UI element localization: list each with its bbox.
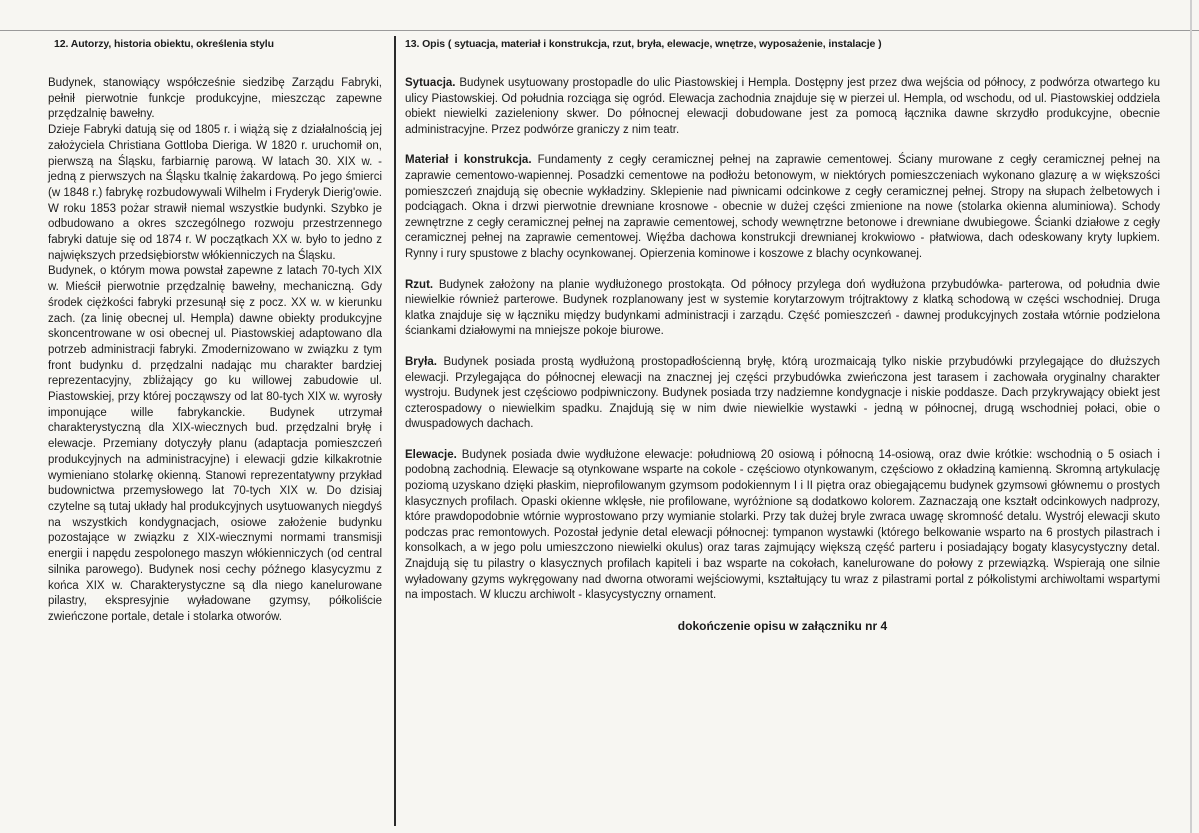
description-section-bryla bbox=[405, 355, 1160, 433]
history-paragraph: Budynek, stanowiący współcześnie siedzibę Zarządu Fabryki, pełnił pierwotnie funkcje produkcyjne, mieszcząc zapewne przędzalnię bawełny. bbox=[48, 77, 382, 121]
section-term: Sytuacja. bbox=[405, 77, 456, 89]
description-section-material bbox=[405, 153, 1160, 262]
section-term: Elewacje. bbox=[405, 448, 457, 461]
description-section-rzut bbox=[405, 278, 1160, 340]
section-text: Budynek posiada prostą wydłużoną prostopadłościenną bryłę, którą urozmaicają tylko niskie przybudówki przylegające do dłuższych elewacji. Przylegająca do północnej elewacji na znacznej jej części przybudówka zwieńczona jest tarasem i zachowała oryginalny charakter wystroju. Budynek jest częściowo podpiwniczony. Budynek posiada trzy nadziemne kondygnacje i niskie poddasze. Dach przykrywający obiekt jest czterospadowy o niewielkim spadku. Znajdują się w nim dwie niewielkie wystawki - jedną w północnej, drugą wschodniej połaci, obie o dwuspadowych dachach. bbox=[405, 355, 1160, 431]
description-section-elewacje bbox=[405, 448, 1160, 604]
section-12-header: 12. Autorzy, historia obiektu, określenia stylu bbox=[54, 38, 274, 50]
top-edge-line bbox=[0, 30, 1199, 31]
section-text: Budynek założony na planie wydłużonego prostokąta. Od północy przylega doń wydłużona przybudówka- parterowa, od południa dwie niewielkie również parterowe. Budynek rozplanowany jest w systemie korytarzowym trójtraktowy z klatką schodową w części wschodniej. Druga klatka znajduje się w łączniku między budynkami administracji i zarządu. Część pomieszczeń - dawnej produkcyjnych została wtórnie podzielona ściankami działowymi na mniejsze pokoje biurowe. bbox=[405, 278, 1160, 338]
section-13-header: 13. Opis ( sytuacja, materiał i konstrukcja, rzut, bryła, elewacje, wnętrze, wyposażenie, instalacje ) bbox=[405, 38, 882, 50]
column-divider bbox=[394, 36, 396, 826]
left-column bbox=[48, 38, 382, 626]
section-term: Rzut. bbox=[405, 278, 434, 291]
right-column bbox=[405, 38, 1160, 633]
section-text: Budynek usytuowany prostopadle do ulic Piastowskiej i Hempla. Dostępny jest przez dwa wejścia od północy, z podwórza otwartego ku ulicy Piastowskiej. Od południa rozciąga się ogród. Elewacja zachodnia znajduje się w pierzei ul. Hempla, od wschodu, od ul. Piastowskiej oddziela obiekt niewielki zazieleniony skwer. Do północnej elewacji dobudowane jest za pomocą łącznika dawne skrzydło produkcyjne, obecnie administracyjne. Przez podwórze graniczy z nim teatr. bbox=[405, 77, 1160, 136]
section-term: Bryła. bbox=[405, 355, 437, 368]
right-edge-line bbox=[1190, 0, 1192, 833]
section-text: Budynek posiada dwie wydłużone elewacje: południową 20 osiową i północną 14-osiową, oraz dwie krótkie: wschodnią o 5 osiach i podobną zachodnią. Elewacje są otynkowane wsparte na cokole - częściowo otynkowanym, częściowo z okładziną kamienną. Skromną artykulację poziomą uzyskano dzięki płaskim, nieprofilowanym gzymsom podokiennym I i II piętra oraz obiegającemu budynek gzymsowi głównemu o prostych klasycznych profilach. Opaski okienne wklęsłe, nie profilowane, wyróżnione są dodatkowo kolorem. Zaznaczają one kształt odcinkowych nadprozy, które prawdopodobnie wtórnie wyprostowano przy wymianie stolarki. Przy tak dużej bryle zwraca uwagę skromność detalu. Wystrój elewacji skuto podczas prac remontowych. Pozostał jedynie detal elewacji północnej: tympanon wystawki (którego belkowanie wsparto na 6 prostych pilastrach i konsolkach, a w jego polu umieszczono niewielki okulus) oraz taras zajmujący większą część parteru i posiadający bogaty klasycystyczny detal. Znajdują się tu pilastry o klasycznych profilach kapiteli i baz wsparte na cokołach, kanelurowane do połowy z przewiązką. Wspierają one silnie wyładowany gzyms wykręgowany nad dworna otworami wejściowymi, kształtujący tu wraz z pilastrami portal z półkolistymi archiwoltami wspartymi na impostach. W kluczu archiwolt - klasycystyczny ornament. bbox=[405, 448, 1160, 602]
section-term: Materiał i konstrukcja. bbox=[405, 154, 532, 167]
description-section-sytuacja bbox=[405, 76, 1160, 138]
history-paragraph: Dzieje Fabryki datują się od 1805 r. i wiążą się z działalnością jej założyciela Christiana Gottloba Dieriga. W 1820 r. uruchomił on, pierwszą na Śląsku, farbiarnię parową. W latach 30. XIX w. - jedną z pierwszych na Śląsku tkalnię żakardową. Po jego śmierci (w 1848 r.) fabrykę rozbudowywali Wilhelm i Fryderyk Dierig'owie. W roku 1853 pożar strawił niemal wszystkie budynki. Szybko je odbudowano a okres szczególnego rozwoju przestrzennego fabryki datuje się od 1874 r. W początkach XX w. było to jedno z największych przedsiębiorstw włókienniczych na Śląsku. bbox=[48, 124, 382, 262]
continuation-note: dokończenie opisu w załączniku nr 4 bbox=[677, 618, 888, 633]
history-paragraph: Budynek, o którym mowa powstał zapewne z latach 70-tych XIX w. Mieścił pierwotnie przędzalnię bawełny, mechaniczną. Gdy środek ciężkości fabryki przesunął się z pocz. XX w. w kierunku zach. (za linię obecnej ul. Hempla) dawne obiekty produkcyjne skoncentrowane w osi obecnej ul. Piastowskiej adaptowano dla potrzeb administracji fabryki. Zmodernizowano w związku z tym front budynku d. przędzalni nadając mu charakter bardziej reprezentacyjny, zbliżający go ku willowej zabudowie ul. Piastowskiej, przy której począwszy od lat 80-tych XIX w. wyrosły imponujące wille fabrykanckie. Budynek utrzymał charakterystyczną dla XIX-wiecznych bud. przędzalni bryłę i elewacje. Przemiany dotyczyły planu (adaptacja pomieszczeń produkcyjnych na administracyjne) i elewacji gdzie kilkakrotnie wymieniano stolarkę okienną. Stanowi reprezentatywny przykład budownictwa przemysłowego lat 70-tych XIX w. Do dzisiaj czytelne są tutaj układy hal produkcyjnych usytuowanych niegdyś na wszystkich kondygnacjach, osiowe założenie budynku pozostające w związku z XIX-wiecznymi normami transmisji energii i napędu zespolonego maszyn włókienniczych (od central silnika parowego). Budynek nosi cechy późnego klasycyzmu z końca XIX w. Charakterystyczne są dla niego kanelurowane pilastry, ekspresyjnie wyładowane gzymsy, półkoliście zwieńczone portale, detale i stolarka otworów. bbox=[48, 265, 382, 623]
section-text: Fundamenty z cegły ceramicznej pełnej na zaprawie cementowej. Ściany murowane z cegły ceramicznej pełnej na zaprawie cementowo-wapiennej. Posadzki cementowe na podłożu betonowym, w niektórych pomieszczeniach wykonano glazurę a w większości pomieszczeń znajdują się obecnie wykładziny. Sklepienie nad piwnicami odcinkowe z cegły ceramicznej pełnej. Stropy na słupach żelbetowych i podciągach. Okna i drzwi pierwotnie drewniane krosnowe - obecnie w dużej części zmienione na nowe (stolarka okienna aluminiowa). Schody zewnętrzne z cegły ceramicznej pełnej na zaprawie cementowej, schody wewnętrzne betonowe i drewniane dwubiegowe. Ścianki działowe z cegły ceramicznej pełnej na zaprawie cementowej. Więźba dachowa konstrukcji drewnianej krokwiowo - płatwiowa, dach odeskowany kryty lupkiem. Rynny i rury spustowe z blachy ocynkowanej. Opierzenia kominowe i koszowe z blachy ocynkowanej. bbox=[405, 154, 1160, 260]
